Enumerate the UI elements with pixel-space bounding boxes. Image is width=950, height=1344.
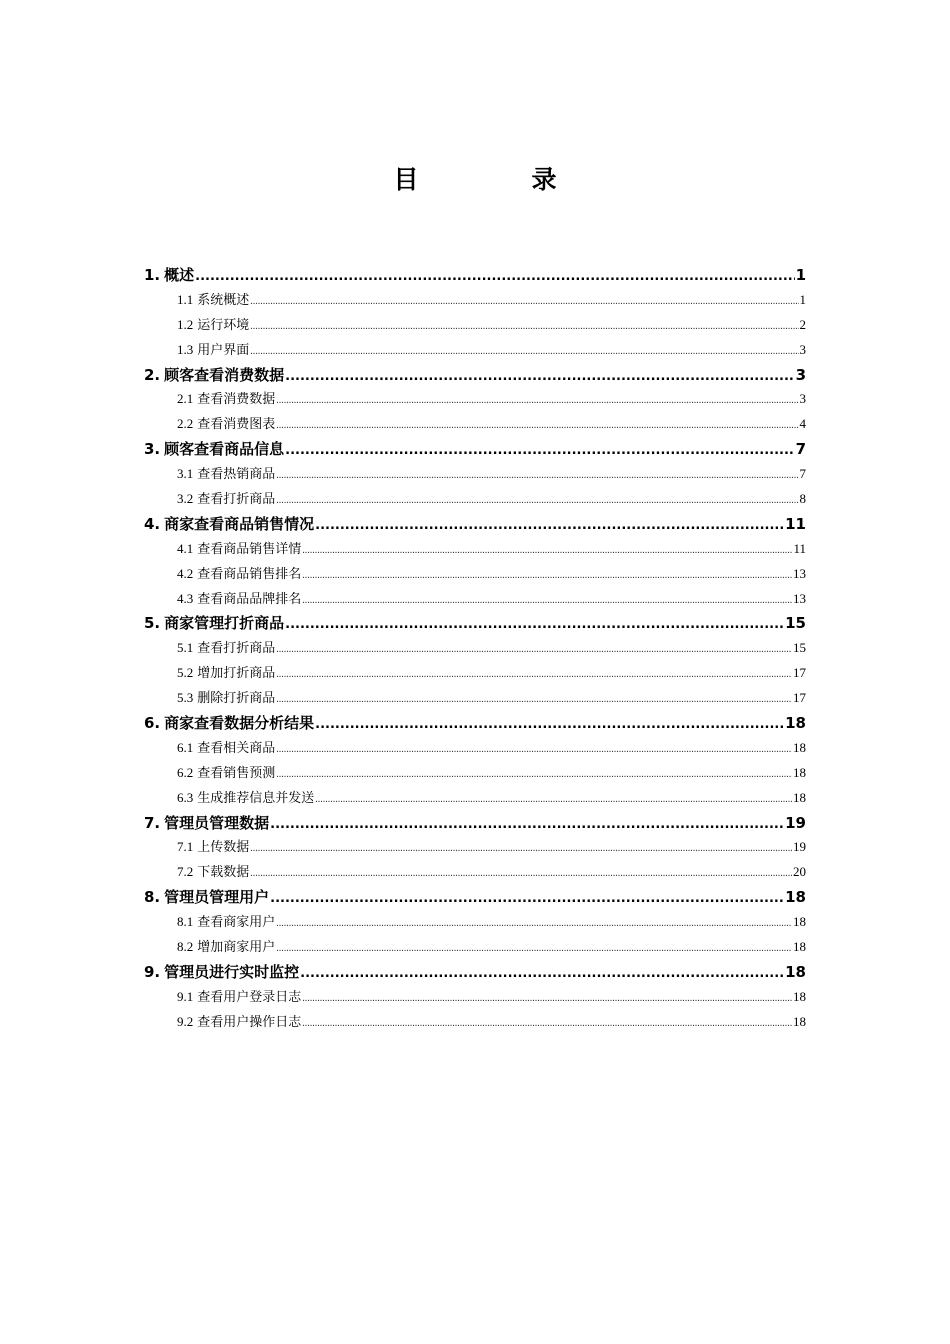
toc-section-entry[interactable] bbox=[144, 687, 806, 712]
toc-entry-title: 管理员管理用户 bbox=[164, 888, 270, 907]
toc-section-entry[interactable] bbox=[144, 762, 806, 787]
toc-entry-title: 查看相关商品 bbox=[197, 739, 276, 755]
toc-entry-page-number: 2 bbox=[799, 316, 806, 332]
dot-leader bbox=[276, 421, 798, 431]
toc-entry-number: 3.1 bbox=[177, 466, 194, 482]
toc-section-entry[interactable] bbox=[144, 563, 806, 588]
toc-chapter-entry[interactable] bbox=[144, 364, 806, 389]
dot-leader bbox=[276, 496, 798, 506]
toc-entry-number: 1.2 bbox=[177, 316, 194, 332]
toc-entry-number: 8. bbox=[144, 888, 161, 907]
toc-entry-number: 2.2 bbox=[177, 416, 194, 432]
toc-entry-title: 系统概述 bbox=[197, 291, 250, 307]
dot-leader bbox=[302, 994, 792, 1004]
toc-entry-page-number: 11 bbox=[793, 540, 806, 556]
dot-leader bbox=[315, 795, 792, 805]
toc-entry-page-number: 13 bbox=[793, 590, 806, 606]
toc-chapter-entry[interactable] bbox=[144, 513, 806, 538]
toc-entry-page-number: 17 bbox=[793, 665, 806, 681]
toc-entry-page-number: 1 bbox=[799, 291, 806, 307]
dot-leader bbox=[315, 519, 784, 532]
toc-entry-page-number: 11 bbox=[785, 514, 806, 533]
toc-section-entry[interactable] bbox=[144, 413, 806, 438]
dot-leader bbox=[302, 546, 792, 556]
toc-entry-title: 增加商家用户 bbox=[197, 939, 276, 955]
dot-leader bbox=[250, 297, 798, 307]
toc-section-entry[interactable] bbox=[144, 314, 806, 339]
toc-section-entry[interactable] bbox=[144, 1011, 806, 1036]
dot-leader bbox=[250, 869, 792, 879]
toc-entry-number: 7.2 bbox=[177, 864, 194, 880]
dot-leader bbox=[300, 967, 784, 980]
toc-entry-title: 概述 bbox=[164, 266, 195, 284]
toc-entry-number: 8.2 bbox=[177, 939, 194, 955]
dot-leader bbox=[276, 471, 798, 481]
dot-leader bbox=[302, 571, 792, 581]
toc-entry-title: 查看商家用户 bbox=[197, 914, 276, 930]
table-of-contents bbox=[144, 264, 806, 1036]
toc-entry-page-number: 15 bbox=[793, 640, 806, 656]
toc-entry-page-number: 13 bbox=[793, 565, 806, 581]
toc-entry-page-number: 8 bbox=[799, 491, 806, 507]
toc-section-entry[interactable] bbox=[144, 488, 806, 513]
toc-section-entry[interactable] bbox=[144, 388, 806, 413]
toc-entry-page-number: 19 bbox=[785, 813, 806, 832]
dot-leader bbox=[276, 919, 792, 929]
toc-entry-title: 查看打折商品 bbox=[197, 640, 276, 656]
toc-chapter-entry[interactable] bbox=[144, 812, 806, 837]
toc-entry-title: 查看打折商品 bbox=[197, 491, 276, 507]
dot-leader bbox=[276, 645, 792, 655]
toc-entry-number: 4.2 bbox=[177, 565, 194, 581]
toc-section-entry[interactable] bbox=[144, 637, 806, 662]
toc-chapter-entry[interactable] bbox=[144, 612, 806, 637]
toc-entry-title: 上传数据 bbox=[197, 839, 250, 855]
toc-entry-page-number: 17 bbox=[793, 690, 806, 706]
dot-leader bbox=[270, 818, 784, 831]
toc-entry-title: 增加打折商品 bbox=[197, 665, 276, 681]
toc-section-entry[interactable] bbox=[144, 289, 806, 314]
toc-chapter-entry[interactable] bbox=[144, 438, 806, 463]
toc-entry-title: 用户界面 bbox=[197, 341, 250, 357]
dot-leader bbox=[250, 322, 798, 332]
dot-leader bbox=[276, 745, 792, 755]
toc-section-entry[interactable] bbox=[144, 861, 806, 886]
toc-entry-number: 6.2 bbox=[177, 764, 194, 780]
toc-entry-title: 查看商品销售排名 bbox=[197, 565, 302, 581]
toc-section-entry[interactable] bbox=[144, 538, 806, 563]
dot-leader bbox=[276, 944, 792, 954]
dot-leader bbox=[250, 347, 798, 357]
toc-section-entry[interactable] bbox=[144, 588, 806, 613]
toc-entry-number: 9.1 bbox=[177, 988, 194, 1004]
toc-entry-number: 5.3 bbox=[177, 690, 194, 706]
toc-entry-number: 4.3 bbox=[177, 590, 194, 606]
toc-entry-title: 查看消费数据 bbox=[197, 391, 276, 407]
toc-entry-number: 4.1 bbox=[177, 540, 194, 556]
dot-leader bbox=[270, 892, 784, 905]
toc-entry-page-number: 15 bbox=[785, 614, 806, 633]
toc-entry-page-number: 1 bbox=[795, 266, 806, 284]
toc-section-entry[interactable] bbox=[144, 911, 806, 936]
dot-leader bbox=[285, 618, 784, 631]
toc-section-entry[interactable] bbox=[144, 986, 806, 1011]
toc-entry-title: 查看销售预测 bbox=[197, 764, 276, 780]
toc-entry-number: 2. bbox=[144, 365, 161, 384]
toc-entry-number: 1. bbox=[144, 266, 161, 284]
toc-entry-number: 8.1 bbox=[177, 914, 194, 930]
toc-entry-number: 5.1 bbox=[177, 640, 194, 656]
toc-entry-page-number: 19 bbox=[793, 839, 806, 855]
dot-leader bbox=[276, 770, 792, 780]
dot-leader bbox=[302, 596, 792, 606]
toc-section-entry[interactable] bbox=[144, 936, 806, 961]
toc-entry-page-number: 20 bbox=[793, 864, 806, 880]
dot-leader bbox=[276, 670, 792, 680]
toc-entry-page-number: 18 bbox=[785, 888, 806, 907]
dot-leader bbox=[315, 718, 784, 731]
toc-entry-number: 2.1 bbox=[177, 391, 194, 407]
toc-entry-number: 1.1 bbox=[177, 291, 194, 307]
toc-entry-title: 查看用户登录日志 bbox=[197, 988, 302, 1004]
toc-entry-page-number: 18 bbox=[793, 764, 806, 780]
dot-leader bbox=[285, 370, 794, 383]
toc-entry-title: 商家查看数据分析结果 bbox=[164, 714, 315, 733]
toc-entry-title: 运行环境 bbox=[197, 316, 250, 332]
toc-entry-title: 管理员进行实时监控 bbox=[164, 962, 300, 981]
toc-entry-page-number: 3 bbox=[799, 391, 806, 407]
toc-entry-number: 4. bbox=[144, 514, 161, 533]
toc-entry-page-number: 7 bbox=[795, 440, 806, 459]
toc-entry-number: 7. bbox=[144, 813, 161, 832]
toc-entry-number: 9.2 bbox=[177, 1013, 194, 1029]
toc-entry-number: 1.3 bbox=[177, 341, 194, 357]
toc-entry-page-number: 18 bbox=[793, 789, 806, 805]
toc-chapter-entry[interactable] bbox=[144, 712, 806, 737]
toc-entry-page-number: 18 bbox=[793, 939, 806, 955]
toc-entry-number: 6. bbox=[144, 714, 161, 733]
toc-entry-page-number: 3 bbox=[799, 341, 806, 357]
toc-entry-page-number: 18 bbox=[785, 962, 806, 981]
toc-entry-number: 5. bbox=[144, 614, 161, 633]
toc-section-entry[interactable] bbox=[144, 836, 806, 861]
toc-chapter-entry[interactable] bbox=[144, 264, 806, 289]
toc-section-entry[interactable] bbox=[144, 662, 806, 687]
toc-entry-title: 查看商品销售详情 bbox=[197, 540, 302, 556]
toc-entry-title: 顾客查看消费数据 bbox=[164, 365, 285, 384]
toc-entry-title: 下载数据 bbox=[197, 864, 250, 880]
toc-section-entry[interactable] bbox=[144, 737, 806, 762]
toc-entry-number: 3.2 bbox=[177, 491, 194, 507]
toc-section-entry[interactable] bbox=[144, 463, 806, 488]
toc-entry-number: 5.2 bbox=[177, 665, 194, 681]
page-title: 目 录 bbox=[393, 165, 601, 194]
toc-entry-number: 9. bbox=[144, 962, 161, 981]
toc-chapter-entry[interactable] bbox=[144, 886, 806, 911]
toc-entry-title: 商家查看商品销售情况 bbox=[164, 514, 315, 533]
toc-entry-title: 商家管理打折商品 bbox=[164, 614, 285, 633]
toc-entry-number: 6.3 bbox=[177, 789, 194, 805]
toc-entry-title: 查看热销商品 bbox=[197, 466, 276, 482]
toc-entry-page-number: 18 bbox=[785, 714, 806, 733]
toc-entry-page-number: 18 bbox=[793, 914, 806, 930]
dot-leader bbox=[195, 270, 794, 283]
toc-entry-title: 生成推荐信息并发送 bbox=[197, 789, 315, 805]
toc-entry-page-number: 18 bbox=[793, 988, 806, 1004]
toc-entry-page-number: 18 bbox=[793, 1013, 806, 1029]
toc-entry-number: 7.1 bbox=[177, 839, 194, 855]
toc-entry-title: 管理员管理数据 bbox=[164, 813, 270, 832]
dot-leader bbox=[276, 396, 798, 406]
toc-entry-title: 查看商品品牌排名 bbox=[197, 590, 302, 606]
dot-leader bbox=[250, 844, 792, 854]
toc-chapter-entry[interactable] bbox=[144, 961, 806, 986]
toc-entry-title: 查看消费图表 bbox=[197, 416, 276, 432]
toc-entry-page-number: 7 bbox=[799, 466, 806, 482]
toc-entry-number: 3. bbox=[144, 440, 161, 459]
toc-section-entry[interactable] bbox=[144, 787, 806, 812]
toc-entry-title: 查看用户操作日志 bbox=[197, 1013, 302, 1029]
toc-entry-page-number: 3 bbox=[795, 365, 806, 384]
dot-leader bbox=[276, 695, 792, 705]
dot-leader bbox=[285, 444, 794, 457]
toc-entry-title: 删除打折商品 bbox=[197, 690, 276, 706]
dot-leader bbox=[302, 1019, 792, 1029]
toc-section-entry[interactable] bbox=[144, 339, 806, 364]
toc-entry-title: 顾客查看商品信息 bbox=[164, 440, 285, 459]
toc-entry-number: 6.1 bbox=[177, 739, 194, 755]
toc-entry-page-number: 4 bbox=[799, 416, 806, 432]
toc-entry-page-number: 18 bbox=[793, 739, 806, 755]
